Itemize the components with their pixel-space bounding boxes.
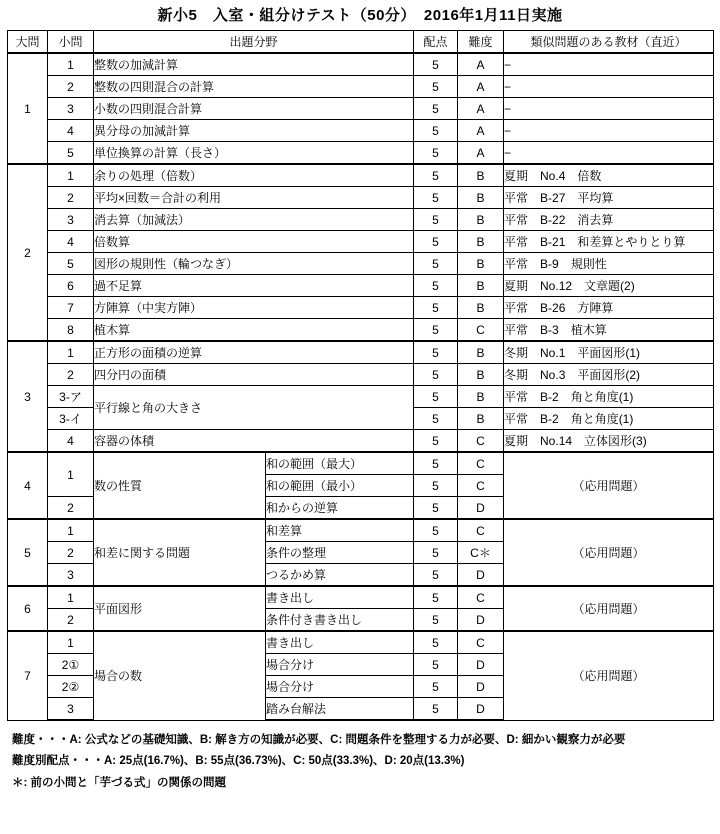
subfield-cell: 書き出し: [266, 631, 414, 654]
nando-cell: B: [458, 209, 504, 231]
subfield-cell: 条件付き書き出し: [266, 609, 414, 632]
haiten-cell: 5: [414, 519, 458, 542]
field-cell: 平行線と角の大きさ: [94, 386, 414, 430]
table-row: [8, 142, 714, 165]
footnotes: [12, 730, 710, 794]
shomon-cell: 3: [48, 564, 94, 587]
haiten-cell: 5: [414, 319, 458, 342]
kyozai-cell: 冬期 No.3 平面図形(2): [504, 364, 714, 386]
table-row: [8, 386, 714, 408]
column-header-field: 出題分野: [94, 31, 414, 54]
nando-cell: A: [458, 76, 504, 98]
shomon-cell: 5: [48, 253, 94, 275]
field-cell: 和差に関する問題: [94, 519, 266, 586]
nando-cell: C: [458, 319, 504, 342]
table-row: [8, 430, 714, 453]
nando-cell: A: [458, 142, 504, 165]
subfield-cell: 場合分け: [266, 654, 414, 676]
kyozai-cell: （応用問題）: [504, 519, 714, 586]
kyozai-cell: （応用問題）: [504, 631, 714, 720]
nando-cell: A: [458, 120, 504, 142]
haiten-cell: 5: [414, 142, 458, 165]
table-row: [8, 120, 714, 142]
subfield-cell: 場合分け: [266, 676, 414, 698]
table-row: [8, 53, 714, 76]
field-cell: 正方形の面積の逆算: [94, 341, 414, 364]
haiten-cell: 5: [414, 364, 458, 386]
nando-cell: D: [458, 564, 504, 587]
haiten-cell: 5: [414, 542, 458, 564]
nando-cell: B: [458, 253, 504, 275]
subfield-cell: 条件の整理: [266, 542, 414, 564]
nando-cell: B: [458, 386, 504, 408]
haiten-cell: 5: [414, 386, 458, 408]
field-cell: 異分母の加減計算: [94, 120, 414, 142]
daimon-cell: 6: [8, 586, 48, 631]
kyozai-cell: 夏期 No.12 文章題(2): [504, 275, 714, 297]
nando-cell: A: [458, 98, 504, 120]
kyozai-cell: 平常 B-3 植木算: [504, 319, 714, 342]
table-row: [8, 364, 714, 386]
shomon-cell: 2②: [48, 676, 94, 698]
field-cell: 消去算（加減法）: [94, 209, 414, 231]
daimon-cell: 7: [8, 631, 48, 720]
field-cell: 小数の四則混合計算: [94, 98, 414, 120]
haiten-cell: 5: [414, 497, 458, 520]
haiten-cell: 5: [414, 98, 458, 120]
haiten-cell: 5: [414, 120, 458, 142]
kyozai-cell: 平常 B-27 平均算: [504, 187, 714, 209]
haiten-cell: 5: [414, 631, 458, 654]
field-cell: 場合の数: [94, 631, 266, 720]
nando-cell: D: [458, 698, 504, 721]
nando-cell: D: [458, 676, 504, 698]
haiten-cell: 5: [414, 586, 458, 609]
table-row: [8, 452, 714, 475]
nando-cell: B: [458, 364, 504, 386]
subfield-cell: 和の範囲（最小）: [266, 475, 414, 497]
nando-cell: A: [458, 53, 504, 76]
table-row: [8, 275, 714, 297]
field-cell: 単位換算の計算（長さ）: [94, 142, 414, 165]
nando-cell: C: [458, 475, 504, 497]
nando-cell: C＊: [458, 542, 504, 564]
shomon-cell: 2: [48, 187, 94, 209]
haiten-cell: 5: [414, 297, 458, 319]
shomon-cell: 3: [48, 698, 94, 721]
subfield-cell: 和の範囲（最大）: [266, 452, 414, 475]
field-cell: 整数の四則混合の計算: [94, 76, 414, 98]
nando-cell: B: [458, 275, 504, 297]
nando-cell: B: [458, 408, 504, 430]
haiten-cell: 5: [414, 408, 458, 430]
haiten-cell: 5: [414, 564, 458, 587]
kyozai-cell: −: [504, 53, 714, 76]
nando-cell: B: [458, 297, 504, 319]
kyozai-cell: 平常 B-2 角と角度(1): [504, 386, 714, 408]
kyozai-cell: 平常 B-22 消去算: [504, 209, 714, 231]
haiten-cell: 5: [414, 698, 458, 721]
kyozai-cell: 平常 B-21 和差算とやりとり算: [504, 231, 714, 253]
table-row: [8, 586, 714, 609]
shomon-cell: 5: [48, 142, 94, 165]
shomon-cell: 4: [48, 430, 94, 453]
table-row: [8, 253, 714, 275]
kyozai-cell: 平常 B-26 方陣算: [504, 297, 714, 319]
daimon-cell: 1: [8, 53, 48, 164]
shomon-cell: 1: [48, 53, 94, 76]
haiten-cell: 5: [414, 253, 458, 275]
table-header-row: [8, 31, 714, 54]
daimon-cell: 2: [8, 164, 48, 341]
field-cell: 数の性質: [94, 452, 266, 519]
shomon-cell: 7: [48, 297, 94, 319]
column-header-kyozai: 類似問題のある教材（直近）: [504, 31, 714, 54]
haiten-cell: 5: [414, 654, 458, 676]
haiten-cell: 5: [414, 676, 458, 698]
kyozai-cell: 夏期 No.14 立体図形(3): [504, 430, 714, 453]
haiten-cell: 5: [414, 187, 458, 209]
shomon-cell: 4: [48, 120, 94, 142]
kyozai-cell: 冬期 No.1 平面図形(1): [504, 341, 714, 364]
shomon-cell: 2①: [48, 654, 94, 676]
nando-cell: B: [458, 187, 504, 209]
kyozai-cell: （応用問題）: [504, 586, 714, 631]
column-header-daimon: 大問: [8, 31, 48, 54]
table-row: [8, 519, 714, 542]
nando-cell: D: [458, 609, 504, 632]
shomon-cell: 1: [48, 519, 94, 542]
shomon-cell: 2: [48, 609, 94, 632]
table-body: [8, 53, 714, 720]
field-cell: 容器の体積: [94, 430, 414, 453]
shomon-cell: 1: [48, 341, 94, 364]
shomon-cell: 1: [48, 164, 94, 187]
page-title: 新小5 入室・組分けテスト（50分） 2016年1月11日実施: [157, 7, 563, 24]
nando-cell: D: [458, 497, 504, 520]
shomon-cell: 4: [48, 231, 94, 253]
haiten-cell: 5: [414, 76, 458, 98]
nando-cell: D: [458, 654, 504, 676]
kyozai-cell: −: [504, 98, 714, 120]
shomon-cell: 2: [48, 76, 94, 98]
subfield-cell: 和差算: [266, 519, 414, 542]
field-cell: 過不足算: [94, 275, 414, 297]
shomon-cell: 3-イ: [48, 408, 94, 430]
field-cell: 平均×回数＝合計の利用: [94, 187, 414, 209]
table-row: [8, 164, 714, 187]
shomon-cell: 2: [48, 497, 94, 520]
haiten-cell: 5: [414, 475, 458, 497]
table-row: [8, 98, 714, 120]
shomon-cell: 2: [48, 364, 94, 386]
haiten-cell: 5: [414, 341, 458, 364]
shomon-cell: 1: [48, 631, 94, 654]
footnote-score-distribution: 難度別配点・・・A: 25点(16.7%)、B: 55点(36.73%)、C: 50点(33.3%)、D: 20点(13.3%): [12, 755, 465, 768]
haiten-cell: 5: [414, 275, 458, 297]
field-cell: 倍数算: [94, 231, 414, 253]
shomon-cell: 3: [48, 209, 94, 231]
field-cell: 図形の規則性（輪つなぎ）: [94, 253, 414, 275]
kyozai-cell: （応用問題）: [504, 452, 714, 519]
table-row: [8, 209, 714, 231]
kyozai-cell: 平常 B-2 角と角度(1): [504, 408, 714, 430]
haiten-cell: 5: [414, 231, 458, 253]
subfield-cell: つるかめ算: [266, 564, 414, 587]
haiten-cell: 5: [414, 609, 458, 632]
nando-cell: B: [458, 341, 504, 364]
table-row: [8, 231, 714, 253]
nando-cell: C: [458, 586, 504, 609]
daimon-cell: 4: [8, 452, 48, 519]
nando-cell: C: [458, 452, 504, 475]
table-row: [8, 187, 714, 209]
footnote-difficulty-legend: 難度・・・A: 公式などの基礎知識、B: 解き方の知識が必要、C: 問題条件を整理する力が必要、D: 細かい観察力が必要: [12, 734, 626, 746]
table-row: [8, 631, 714, 654]
table-row: [8, 297, 714, 319]
field-cell: 四分円の面積: [94, 364, 414, 386]
haiten-cell: 5: [414, 53, 458, 76]
nando-cell: B: [458, 231, 504, 253]
subfield-cell: 和からの逆算: [266, 497, 414, 520]
kyozai-cell: 平常 B-9 規則性: [504, 253, 714, 275]
subfield-cell: 書き出し: [266, 586, 414, 609]
table-row: [8, 319, 714, 342]
shomon-cell: 6: [48, 275, 94, 297]
field-cell: 方陣算（中実方陣）: [94, 297, 414, 319]
haiten-cell: 5: [414, 209, 458, 231]
table-row: [8, 341, 714, 364]
shomon-cell: 1: [48, 452, 94, 497]
shomon-cell: 3: [48, 98, 94, 120]
subfield-cell: 踏み台解法: [266, 698, 414, 721]
field-cell: 平面図形: [94, 586, 266, 631]
kyozai-cell: −: [504, 120, 714, 142]
kyozai-cell: 夏期 No.4 倍数: [504, 164, 714, 187]
field-cell: 植木算: [94, 319, 414, 342]
daimon-cell: 3: [8, 341, 48, 452]
question-analysis-table: [7, 30, 714, 721]
shomon-cell: 2: [48, 542, 94, 564]
nando-cell: C: [458, 631, 504, 654]
nando-cell: B: [458, 164, 504, 187]
kyozai-cell: −: [504, 76, 714, 98]
footnote-asterisk: ＊: 前の小問と「芋づる式」の関係の問題: [12, 776, 227, 789]
column-header-shomon: 小問: [48, 31, 94, 54]
haiten-cell: 5: [414, 452, 458, 475]
field-cell: 余りの処理（倍数）: [94, 164, 414, 187]
shomon-cell: 8: [48, 319, 94, 342]
shomon-cell: 1: [48, 586, 94, 609]
shomon-cell: 3-ア: [48, 386, 94, 408]
nando-cell: C: [458, 430, 504, 453]
column-header-haiten: 配点: [414, 31, 458, 54]
haiten-cell: 5: [414, 430, 458, 453]
column-header-nando: 難度: [458, 31, 504, 54]
haiten-cell: 5: [414, 164, 458, 187]
daimon-cell: 5: [8, 519, 48, 586]
table-row: [8, 76, 714, 98]
kyozai-cell: −: [504, 142, 714, 165]
nando-cell: C: [458, 519, 504, 542]
field-cell: 整数の加減計算: [94, 53, 414, 76]
